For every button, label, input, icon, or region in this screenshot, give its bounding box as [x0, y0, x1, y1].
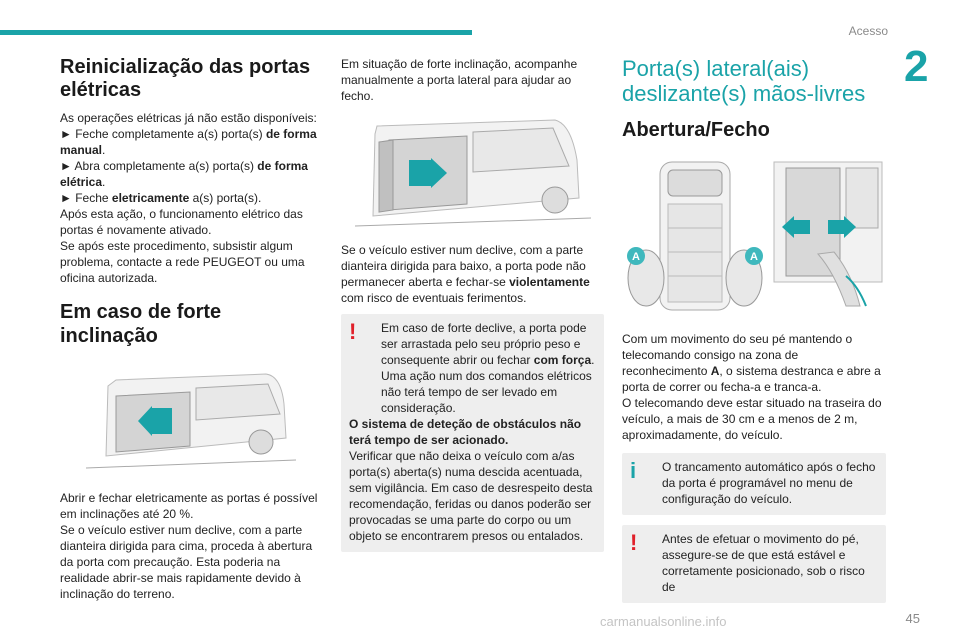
slope-para-4: Se o veículo estiver num declive, com a parte dianteira dirigida para baixo, a porta pode não permanecer aberta e fechar-se violentamente com risco de eventuais ferimentos. [341, 243, 590, 305]
hands-free-para-2: O telecomando deve estar situado na traseira do veículo, a mais de 30 cm e a menos de 2 m, aproximadamente, do veículo. [622, 396, 882, 442]
info-icon: i [630, 458, 637, 483]
reset-steps [60, 110, 322, 286]
reset-line-2: ► Feche completamente a(s) porta(s) de forma manual. [60, 127, 317, 157]
warning-note-2 [622, 525, 886, 603]
van-door-opening-illustration [355, 112, 591, 232]
slope-para-3: Em situação de forte inclinação, acompanhe manualmente a porta lateral para ajudar ao fecho. [341, 57, 578, 103]
hands-free-zones-illustration [622, 156, 886, 314]
warning-text-4: Antes de efetuar o movimento do pé, assegure-se de que está estável e corretamente posicionado, sob o risco de [662, 532, 865, 594]
hands-free-para-1: Com um movimento do seu pé mantendo o telecomando consigo na zona de reconhecimento A, o sistema destranca e abre a porta de correr ou fecha-a e tranca-a. [622, 332, 881, 394]
zone-a-label-left: A [632, 251, 640, 263]
info-note [622, 453, 886, 515]
info-text: O trancamento automático após o fecho da porta é programável no menu de configuração do veículo. [662, 460, 876, 506]
exclamation-icon: ! [630, 530, 638, 555]
watermark: carmanualsonline.info [600, 614, 727, 629]
column-3 [622, 56, 886, 603]
warning-text-1: Em caso de forte declive, a porta pode ser arrastada pelo seu próprio peso e consequente abrir ou fechar com força. Uma ação num dos comandos elétricos não terá tempo de ser levado em consideração. [381, 321, 595, 415]
page-number: 45 [905, 611, 920, 626]
open-close-heading: Abertura/Fecho [622, 119, 770, 141]
section-label: Acesso [848, 24, 888, 38]
reset-line-3: ► Abra completamente a(s) porta(s) de forma elétrica. [60, 159, 308, 189]
header-accent-bar [0, 30, 472, 35]
reset-doors-heading: Reinicialização das portas elétricas [60, 56, 311, 101]
exclamation-icon: ! [349, 319, 357, 344]
reset-line-1: As operações elétricas já não estão disponíveis: [60, 111, 317, 125]
hands-free-door-heading: Porta(s) lateral(ais) deslizante(s) mãos-livres [622, 56, 866, 106]
warning-text-2: O sistema de deteção de obstáculos não terá tempo de ser acionado. [349, 417, 582, 447]
chapter-number: 2 [904, 42, 929, 91]
warning-text-3: Verificar que não deixa o veículo com a/as porta(s) aberta(s) numa descida acentuada, sem vigilância. Em caso de desrespeito desta recomendação, feridas ou danos poderão ser provocadas se uma parte do corpo ou um objeto se encontrarem presos ou entalados. [349, 449, 593, 543]
reset-line-4: ► Feche eletricamente a(s) porta(s). [60, 191, 262, 205]
zone-a-label-right: A [750, 251, 758, 263]
slope-para-2: Se o veículo estiver num declive, com a parte dianteira dirigida para cima, proceda à abertura da porta com precaução. Esta poderia na realidade abrir-se mais rapidamente devido à inclinação do terreno. [60, 523, 313, 601]
steep-slope-heading: Em caso de forte inclinação [60, 301, 222, 347]
warning-note [341, 314, 604, 552]
reset-line-5: Após esta ação, o funcionamento elétrico das portas é novamente ativado. [60, 207, 303, 237]
van-door-closing-illustration [86, 364, 296, 476]
reset-line-6: Se após este procedimento, subsistir algum problema, contacte a rede PEUGEOT ou uma oficina autorizada. [60, 239, 305, 285]
column-1 [60, 56, 322, 602]
slope-para-1: Abrir e fechar eletricamente as portas é possível em inclinações até 20 %. [60, 491, 318, 521]
column-2 [341, 56, 604, 552]
